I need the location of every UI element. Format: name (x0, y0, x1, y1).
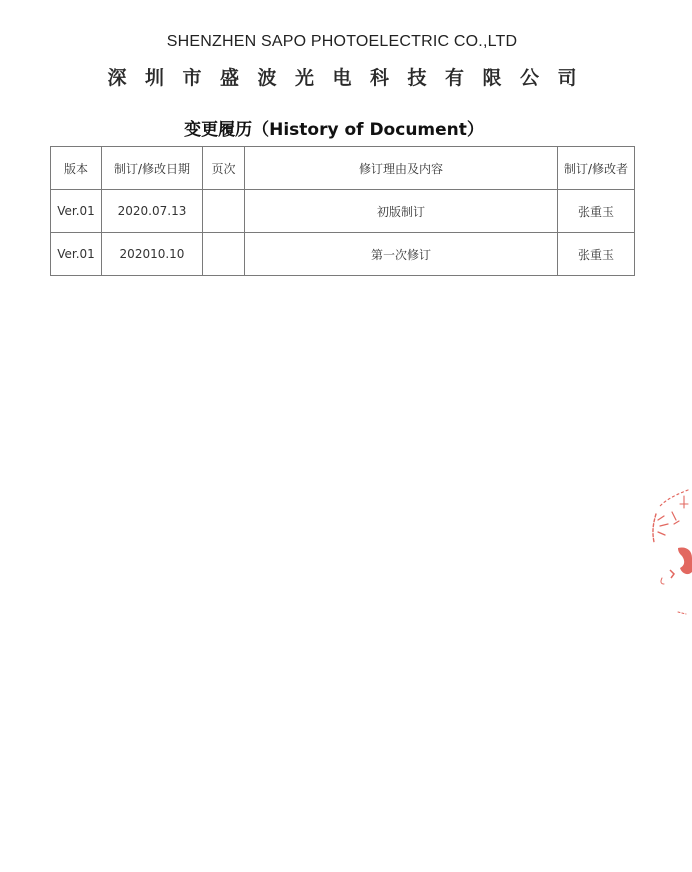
cell-version: Ver.01 (51, 233, 102, 276)
company-name-cn (0, 63, 684, 90)
column-header-date: 制订/修改日期 (102, 147, 203, 190)
company-name-cn-char: 深 (107, 67, 127, 89)
column-header-version: 版本 (51, 147, 102, 190)
column-header-author: 制订/修改者 (558, 147, 635, 190)
company-name-cn-char: 盛 (219, 67, 239, 89)
cell-author: 张重玉 (558, 190, 635, 233)
company-name-cn-char: 市 (182, 67, 202, 89)
cell-reason: 初版制订 (245, 190, 558, 233)
company-name-cn-char: 司 (557, 67, 577, 89)
company-name-cn-char: 科 (369, 67, 389, 89)
cell-date: 202010.10 (102, 233, 203, 276)
cell-page (203, 190, 245, 233)
cell-date: 2020.07.13 (102, 190, 203, 233)
company-name-cn-char: 波 (257, 67, 277, 89)
cell-page (203, 233, 245, 276)
cell-author: 张重玉 (558, 233, 635, 276)
cell-reason: 第一次修订 (245, 233, 558, 276)
company-name-cn-char: 有 (444, 67, 464, 89)
company-name-cn-char: 公 (519, 67, 539, 89)
company-name-cn-char: 电 (332, 67, 352, 89)
company-name-cn-char: 技 (407, 67, 427, 89)
company-seal-stamp (648, 484, 692, 624)
company-name-cn-char: 限 (482, 67, 502, 89)
company-name-cn-char: 光 (294, 67, 314, 89)
company-name-en: SHENZHEN SAPO PHOTOELECTRIC CO.,LTD (166, 33, 518, 50)
table-row (51, 190, 635, 233)
company-name-cn-char: 圳 (144, 67, 164, 89)
revision-history-table (50, 146, 635, 276)
column-header-reason: 修订理由及内容 (245, 147, 558, 190)
document-title: 变更履历（History of Document） (184, 120, 484, 140)
column-header-page: 页次 (203, 147, 245, 190)
cell-version: Ver.01 (51, 190, 102, 233)
table-header-row (51, 147, 635, 190)
table-row (51, 233, 635, 276)
